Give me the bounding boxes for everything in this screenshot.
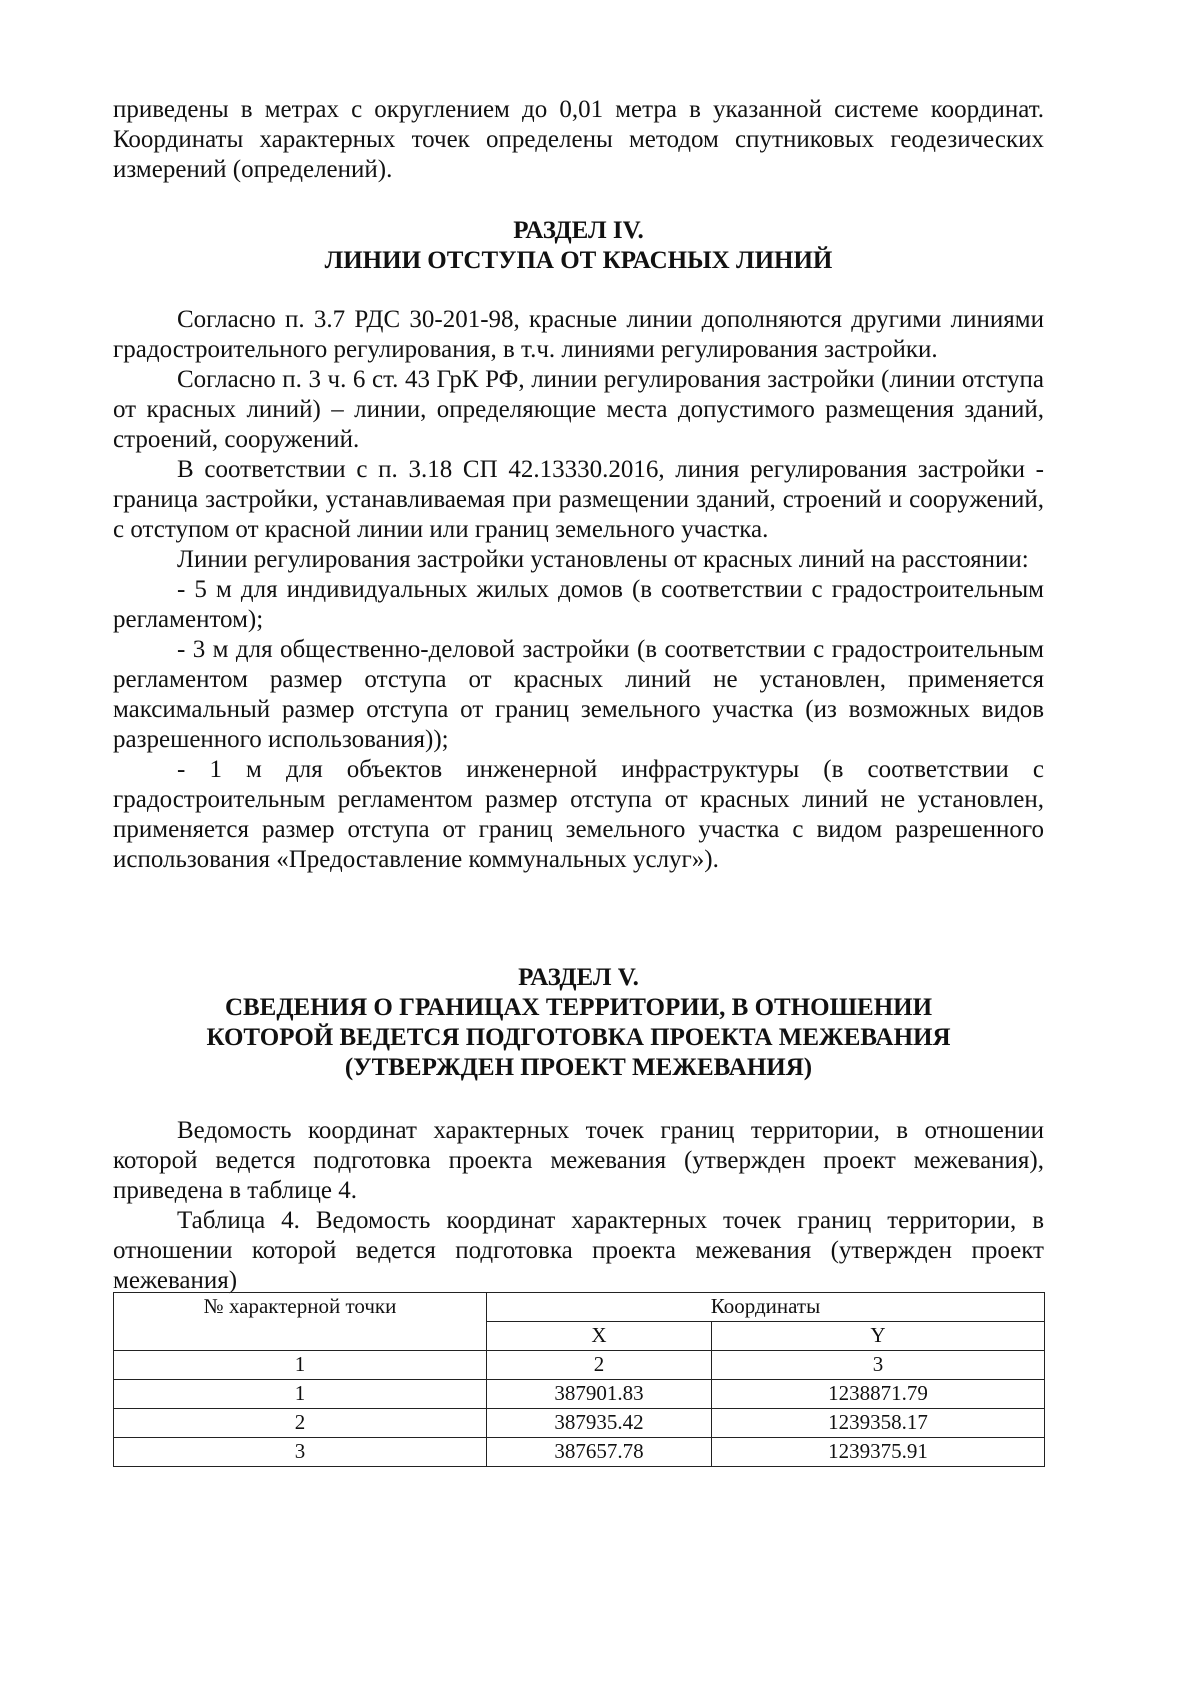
- paragraph: Ведомость координат характерных точек границ территории, в отношении которой ведется подготовка проекта межевания (утвержден проект межевания), приведена в таблице 4.: [113, 1117, 1044, 1204]
- point-cell: 1: [114, 1380, 487, 1409]
- section-5-subtitle-line: КОТОРОЙ ВЕДЕТСЯ ПОДГОТОВКА ПРОЕКТА МЕЖЕВАНИЯ: [206, 1024, 951, 1051]
- text-line: приведены в метрах с округлением до 0,01 метра в указанной системе координат.: [113, 96, 1044, 123]
- paragraph: Согласно п. 3.7 РДС 30-201-98, красные линии дополняются другими линиями градостроительного регулирования, в т.ч. линиями регулирования застройки.: [113, 306, 1044, 363]
- paragraph: Согласно п. 3 ч. 6 ст. 43 ГрК РФ, линии регулирования застройки (линии отступа от красных линий) – линии, определяющие места допустимого размещения зданий, строений, сооружений.: [113, 366, 1044, 453]
- section-5-subtitle-line: (УТВЕРЖДЕН ПРОЕКТ МЕЖЕВАНИЯ): [344, 1054, 813, 1081]
- section-5-heading: [113, 963, 1044, 1083]
- index-cell: 2: [487, 1351, 712, 1380]
- list-item: - 5 м для индивидуальных жилых домов (в соответствии с градостроительным регламентом);: [113, 576, 1044, 633]
- index-cell: 3: [712, 1351, 1045, 1380]
- table-caption: Таблица 4. Ведомость координат характерных точек границ территории, в отношении которой ведется подготовка проекта межевания (утвержден проект межевания): [113, 1207, 1044, 1294]
- section-4-subtitle: ЛИНИИ ОТСТУПА ОТ КРАСНЫХ ЛИНИЙ: [324, 247, 833, 274]
- list-item: - 1 м для объектов инженерной инфраструктуры (в соответствии с градостроительным регламентом размер отступа от красных линий не установлен, применяется размер отступа от границ земельного участка с видом разрешенного использования «Предоставление коммунальных услуг»).: [113, 756, 1044, 873]
- index-cell: 1: [114, 1351, 487, 1380]
- section-5-title: РАЗДЕЛ V.: [518, 964, 639, 991]
- paragraph: В соответствии с п. 3.18 СП 42.13330.2016, линия регулирования застройки - граница застройки, устанавливаемая при размещении зданий, строений и сооружений, с отступом от красной линии или границ земельного участка.: [113, 456, 1044, 543]
- section-4-body: [113, 305, 1044, 875]
- section-4-title: РАЗДЕЛ IV.: [513, 217, 644, 244]
- list-item: - 3 м для общественно-деловой застройки (в соответствии с градостроительным регламентом размер отступа от красных линий не установлен, применяется максимальный размер отступа от границ земельного участка (из возможных видов разрешенного использования));: [113, 636, 1044, 753]
- section-5-body: [113, 1116, 1044, 1296]
- y-cell: 1239358.17: [712, 1409, 1045, 1438]
- table-index-row: [114, 1351, 1045, 1380]
- text-line: Координаты характерных точек определены методом спутниковых геодезических: [113, 126, 1044, 153]
- coordinates-table: [113, 1292, 1045, 1467]
- point-cell: 3: [114, 1438, 487, 1467]
- x-cell: 387935.42: [487, 1409, 712, 1438]
- text-line: измерений (определений).: [113, 156, 393, 183]
- y-header: Y: [712, 1322, 1045, 1351]
- paragraph: Линии регулирования застройки установлены от красных линий на расстоянии:: [177, 546, 1029, 573]
- table-header-row: [114, 1293, 1045, 1322]
- section-5-subtitle-line: СВЕДЕНИЯ О ГРАНИЦАХ ТЕРРИТОРИИ, В ОТНОШЕНИИ: [224, 994, 933, 1021]
- y-cell: 1239375.91: [712, 1438, 1045, 1467]
- coordinates-header: Координаты: [487, 1293, 1045, 1322]
- point-cell: 2: [114, 1409, 487, 1438]
- y-cell: 1238871.79: [712, 1380, 1045, 1409]
- intro-text: [113, 95, 1044, 185]
- x-header: X: [487, 1322, 712, 1351]
- section-4-heading: [113, 216, 1044, 276]
- table-row: [114, 1409, 1045, 1438]
- x-cell: 387657.78: [487, 1438, 712, 1467]
- point-number-header: № характерной точки: [114, 1293, 487, 1351]
- table-row: [114, 1380, 1045, 1409]
- table-row: [114, 1438, 1045, 1467]
- x-cell: 387901.83: [487, 1380, 712, 1409]
